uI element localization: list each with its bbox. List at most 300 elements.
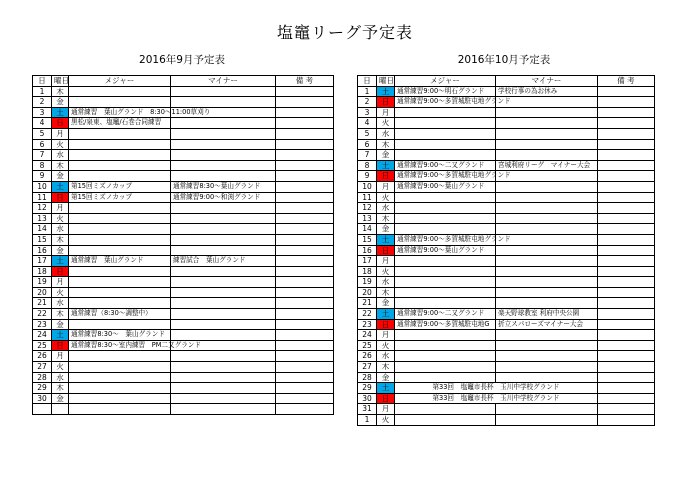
weekday-cell: 火 — [377, 415, 395, 426]
minor-cell — [171, 393, 276, 404]
table-row — [33, 128, 334, 139]
note-cell — [598, 372, 655, 383]
major-cell — [69, 86, 171, 97]
major-cell: 通常練習9:00～葉山グランド — [395, 245, 496, 256]
table-row — [33, 160, 334, 171]
table-row — [33, 351, 334, 362]
day-cell: 21 — [358, 298, 377, 309]
major-cell — [395, 256, 496, 267]
note-cell — [598, 160, 655, 171]
weekday-cell: 土 — [377, 383, 395, 394]
table-row — [358, 372, 655, 383]
minor-cell — [171, 330, 276, 341]
table-row — [33, 192, 334, 203]
weekday-cell: 木 — [52, 309, 69, 320]
major-cell — [395, 213, 496, 224]
note-cell — [598, 256, 655, 267]
table-row — [33, 86, 334, 97]
table-row — [33, 139, 334, 150]
note-cell — [276, 266, 334, 277]
minor-cell — [496, 150, 598, 161]
note-cell — [276, 245, 334, 256]
october-schedule-table — [357, 75, 655, 426]
major-cell — [69, 362, 171, 373]
day-cell: 16 — [33, 245, 52, 256]
note-cell — [276, 362, 334, 373]
note-cell — [598, 404, 655, 415]
note-cell — [598, 139, 655, 150]
note-cell — [276, 330, 334, 341]
table-row — [358, 404, 655, 415]
note-cell — [276, 150, 334, 161]
weekday-cell: 水 — [52, 372, 69, 383]
major-cell — [395, 203, 496, 214]
weekday-cell: 木 — [377, 139, 395, 150]
major-cell: 通常練習9:00～二又グランド — [395, 309, 496, 320]
day-cell: 14 — [358, 224, 377, 235]
note-cell — [276, 319, 334, 330]
weekday-cell: 金 — [377, 298, 395, 309]
note-cell — [276, 404, 334, 415]
table-row — [33, 372, 334, 383]
weekday-cell: 火 — [52, 139, 69, 150]
major-cell — [395, 277, 496, 288]
weekday-cell: 月 — [52, 128, 69, 139]
day-cell: 15 — [358, 234, 377, 245]
note-cell — [598, 309, 655, 320]
minor-cell: 学校行事の為お休み — [496, 86, 598, 97]
september-schedule-table — [32, 75, 334, 415]
note-cell — [276, 234, 334, 245]
weekday-cell: 土 — [377, 160, 395, 171]
minor-cell — [171, 287, 276, 298]
weekday-cell: 水 — [377, 351, 395, 362]
note-cell — [598, 171, 655, 182]
weekday-cell: 月 — [377, 404, 395, 415]
day-cell — [33, 404, 52, 415]
weekday-cell: 日 — [377, 171, 395, 182]
weekday-cell: 日 — [377, 245, 395, 256]
table-row — [358, 118, 655, 129]
table-row — [358, 330, 655, 341]
major-cell: 通常練習 葉山グランド — [69, 256, 171, 267]
table-row — [358, 86, 655, 97]
table-row — [33, 256, 334, 267]
minor-cell — [496, 340, 598, 351]
weekday-cell: 日 — [377, 319, 395, 330]
note-cell — [598, 203, 655, 214]
header-note: 備 考 — [598, 76, 655, 87]
day-cell: 27 — [358, 362, 377, 373]
minor-cell — [171, 404, 276, 415]
day-cell: 18 — [358, 266, 377, 277]
major-cell — [69, 160, 171, 171]
table-row — [358, 266, 655, 277]
day-cell: 26 — [33, 351, 52, 362]
day-cell: 28 — [358, 372, 377, 383]
major-cell: 第15回ミズノカップ — [69, 192, 171, 203]
weekday-cell: 月 — [52, 203, 69, 214]
minor-cell — [496, 245, 598, 256]
minor-cell — [496, 118, 598, 129]
major-cell: 通常練習9:00～葉山グランド — [395, 181, 496, 192]
weekday-cell: 木 — [52, 86, 69, 97]
day-cell: 17 — [33, 256, 52, 267]
minor-cell — [171, 383, 276, 394]
minor-cell — [171, 171, 276, 182]
weekday-cell: 木 — [377, 362, 395, 373]
minor-cell — [496, 362, 598, 373]
table-row — [358, 213, 655, 224]
day-cell: 19 — [358, 277, 377, 288]
table-row — [358, 277, 655, 288]
minor-cell: 楽天野球教室 利府中央公園 — [496, 309, 598, 320]
major-cell: 通常練習9:00～多賀城駐屯地G — [395, 319, 496, 330]
table-row — [358, 383, 655, 394]
minor-cell — [171, 372, 276, 383]
table-row — [358, 128, 655, 139]
day-cell: 1 — [33, 86, 52, 97]
major-cell — [69, 287, 171, 298]
major-cell — [395, 224, 496, 235]
minor-cell — [496, 330, 598, 341]
minor-cell — [171, 277, 276, 288]
note-cell — [598, 97, 655, 108]
weekday-cell: 土 — [377, 309, 395, 320]
table-row — [358, 351, 655, 362]
day-cell: 16 — [358, 245, 377, 256]
note-cell — [276, 224, 334, 235]
minor-cell — [496, 266, 598, 277]
weekday-cell: 月 — [52, 351, 69, 362]
weekday-cell: 土 — [377, 234, 395, 245]
major-cell — [395, 150, 496, 161]
table-row — [33, 277, 334, 288]
major-cell — [69, 139, 171, 150]
header-weekday: 曜日 — [377, 76, 395, 87]
note-cell — [276, 118, 334, 129]
table-row — [358, 97, 655, 108]
table-row — [358, 203, 655, 214]
minor-cell — [171, 266, 276, 277]
minor-cell — [496, 287, 598, 298]
minor-cell: 通常練習8:30～葉山グランド — [171, 181, 276, 192]
major-cell — [69, 404, 171, 415]
note-cell — [598, 319, 655, 330]
day-cell: 5 — [358, 128, 377, 139]
minor-cell — [496, 415, 598, 426]
table-row — [33, 118, 334, 129]
day-cell: 6 — [33, 139, 52, 150]
major-cell — [69, 319, 171, 330]
table-row — [33, 298, 334, 309]
table-row — [33, 97, 334, 108]
note-cell — [276, 383, 334, 394]
note-cell — [276, 372, 334, 383]
note-cell — [276, 86, 334, 97]
weekday-cell: 金 — [52, 245, 69, 256]
major-cell: 黒松/泉東、塩竈/石巻合同練習 — [69, 118, 171, 129]
day-cell: 31 — [358, 404, 377, 415]
minor-cell — [496, 107, 598, 118]
table-row — [33, 203, 334, 214]
table-row — [358, 224, 655, 235]
note-cell — [276, 213, 334, 224]
minor-cell: 通常練習9:00～和渕グランド — [171, 192, 276, 203]
table-row — [358, 309, 655, 320]
major-cell — [69, 224, 171, 235]
major-cell — [69, 351, 171, 362]
day-cell: 20 — [358, 287, 377, 298]
note-cell — [598, 86, 655, 97]
minor-cell — [496, 372, 598, 383]
minor-cell: 練習試合 葉山グランド — [171, 256, 276, 267]
minor-cell — [171, 224, 276, 235]
major-cell — [395, 340, 496, 351]
table-row — [358, 234, 655, 245]
minor-cell — [171, 234, 276, 245]
major-cell — [395, 404, 496, 415]
minor-cell: 折立スパローズマイナー大会 — [496, 319, 598, 330]
header-weekday: 曜日 — [52, 76, 69, 87]
weekday-cell: 木 — [52, 160, 69, 171]
day-cell: 15 — [33, 234, 52, 245]
note-cell — [276, 309, 334, 320]
day-cell: 5 — [33, 128, 52, 139]
table-row — [33, 404, 334, 415]
table-row — [358, 362, 655, 373]
day-cell: 26 — [358, 351, 377, 362]
header-major: メジャー — [395, 76, 496, 87]
table-row — [358, 319, 655, 330]
note-cell — [598, 415, 655, 426]
major-cell — [395, 372, 496, 383]
weekday-cell: 水 — [377, 203, 395, 214]
note-cell — [276, 340, 334, 351]
major-cell — [395, 192, 496, 203]
minor-cell — [171, 128, 276, 139]
note-cell — [598, 213, 655, 224]
major-cell: 通常練習9:00～明石グランド — [395, 86, 496, 97]
note-cell — [598, 224, 655, 235]
weekday-cell: 水 — [52, 298, 69, 309]
table-row — [358, 245, 655, 256]
note-cell — [276, 181, 334, 192]
minor-cell — [496, 404, 598, 415]
weekday-cell: 木 — [377, 213, 395, 224]
day-cell: 23 — [358, 319, 377, 330]
weekday-cell: 木 — [377, 287, 395, 298]
table-row — [33, 107, 334, 118]
weekday-cell — [52, 404, 69, 415]
note-cell — [598, 266, 655, 277]
table-row — [358, 171, 655, 182]
weekday-cell: 土 — [52, 107, 69, 118]
major-cell — [395, 287, 496, 298]
table-row — [33, 330, 334, 341]
weekday-cell: 金 — [52, 319, 69, 330]
weekday-cell: 土 — [52, 256, 69, 267]
table-row — [33, 340, 334, 351]
minor-cell — [496, 128, 598, 139]
weekday-cell: 金 — [52, 171, 69, 182]
note-cell — [276, 128, 334, 139]
event-cell: 第33回 塩竈市長杯 玉川中学校グランド — [395, 393, 598, 404]
header-day: 日 — [33, 76, 52, 87]
header-note: 備 考 — [276, 76, 334, 87]
weekday-cell: 木 — [52, 383, 69, 394]
minor-cell — [171, 245, 276, 256]
note-cell — [276, 107, 334, 118]
day-cell: 27 — [33, 362, 52, 373]
table-row — [358, 298, 655, 309]
note-cell — [598, 383, 655, 394]
note-cell — [598, 118, 655, 129]
major-cell — [69, 245, 171, 256]
minor-cell — [171, 362, 276, 373]
weekday-cell: 日 — [52, 192, 69, 203]
day-cell: 4 — [358, 118, 377, 129]
minor-cell — [496, 351, 598, 362]
weekday-cell: 火 — [52, 213, 69, 224]
table-row — [358, 160, 655, 171]
day-cell: 3 — [358, 107, 377, 118]
weekday-cell: 水 — [377, 128, 395, 139]
minor-cell — [171, 150, 276, 161]
minor-cell — [171, 298, 276, 309]
major-cell — [69, 298, 171, 309]
note-cell — [598, 192, 655, 203]
day-cell: 23 — [33, 319, 52, 330]
day-cell: 19 — [33, 277, 52, 288]
note-cell — [598, 340, 655, 351]
note-cell — [598, 107, 655, 118]
minor-cell — [496, 203, 598, 214]
day-cell: 3 — [33, 107, 52, 118]
table-row — [33, 383, 334, 394]
weekday-cell: 火 — [52, 287, 69, 298]
note-cell — [598, 287, 655, 298]
minor-cell: 宮城利府リーグ マイナー大会 — [496, 160, 598, 171]
note-cell — [276, 97, 334, 108]
note-cell — [598, 393, 655, 404]
weekday-cell: 火 — [377, 266, 395, 277]
day-cell: 7 — [33, 150, 52, 161]
header-day: 日 — [358, 76, 377, 87]
minor-cell — [171, 203, 276, 214]
table-row — [33, 266, 334, 277]
day-cell: 24 — [358, 330, 377, 341]
day-cell: 13 — [358, 213, 377, 224]
weekday-cell: 火 — [52, 362, 69, 373]
day-cell: 14 — [33, 224, 52, 235]
major-cell — [395, 139, 496, 150]
table-row — [33, 309, 334, 320]
table-row — [358, 181, 655, 192]
note-cell — [276, 393, 334, 404]
major-cell: 通常練習 葉山グランド 8:30～11:00草刈り — [69, 107, 171, 118]
table-row — [33, 319, 334, 330]
table-row — [358, 150, 655, 161]
weekday-cell: 木 — [52, 234, 69, 245]
major-cell — [69, 150, 171, 161]
minor-cell — [171, 97, 276, 108]
table-row — [33, 213, 334, 224]
minor-cell — [496, 139, 598, 150]
note-cell — [598, 351, 655, 362]
major-cell — [69, 97, 171, 108]
table-row — [358, 107, 655, 118]
header-major: メジャー — [69, 76, 171, 87]
major-cell: 通常練習9:00～多賀城駐屯地グランド — [395, 171, 496, 182]
major-cell — [395, 266, 496, 277]
table-row — [33, 287, 334, 298]
major-cell — [69, 266, 171, 277]
minor-cell — [171, 213, 276, 224]
weekday-cell: 土 — [52, 181, 69, 192]
day-cell: 29 — [358, 383, 377, 394]
day-cell: 6 — [358, 139, 377, 150]
day-cell: 22 — [33, 309, 52, 320]
note-cell — [276, 256, 334, 267]
major-cell: 通常練習9:00～多賀城駐屯地グランド — [395, 234, 496, 245]
weekday-cell: 水 — [377, 277, 395, 288]
note-cell — [276, 160, 334, 171]
minor-cell — [171, 351, 276, 362]
table-row — [358, 287, 655, 298]
major-cell — [69, 393, 171, 404]
weekday-cell: 金 — [377, 150, 395, 161]
day-cell: 8 — [358, 160, 377, 171]
day-cell: 25 — [33, 340, 52, 351]
major-cell — [395, 351, 496, 362]
header-minor: マイナー — [171, 76, 276, 87]
major-cell — [395, 128, 496, 139]
major-cell — [395, 298, 496, 309]
table-header-row — [33, 76, 334, 87]
table-row — [33, 234, 334, 245]
minor-cell — [171, 139, 276, 150]
day-cell: 1 — [358, 86, 377, 97]
major-cell: 通常練習（8:30～調整中） — [69, 309, 171, 320]
major-cell — [69, 171, 171, 182]
weekday-cell: 日 — [377, 97, 395, 108]
major-cell — [395, 415, 496, 426]
minor-cell — [171, 160, 276, 171]
table-row — [33, 245, 334, 256]
day-cell: 30 — [358, 393, 377, 404]
note-cell — [276, 298, 334, 309]
day-cell: 8 — [33, 160, 52, 171]
weekday-cell: 火 — [377, 192, 395, 203]
note-cell — [598, 245, 655, 256]
day-cell: 4 — [33, 118, 52, 129]
note-cell — [276, 171, 334, 182]
day-cell: 11 — [358, 192, 377, 203]
minor-cell — [496, 256, 598, 267]
day-cell: 7 — [358, 150, 377, 161]
weekday-cell: 金 — [377, 372, 395, 383]
minor-cell — [171, 86, 276, 97]
weekday-cell: 土 — [377, 86, 395, 97]
page-title: 塩竈リーグ予定表 — [276, 23, 413, 42]
table-row — [358, 256, 655, 267]
weekday-cell: 火 — [377, 118, 395, 129]
weekday-cell: 金 — [52, 393, 69, 404]
major-cell — [395, 118, 496, 129]
minor-cell — [171, 309, 276, 320]
table-row — [33, 224, 334, 235]
